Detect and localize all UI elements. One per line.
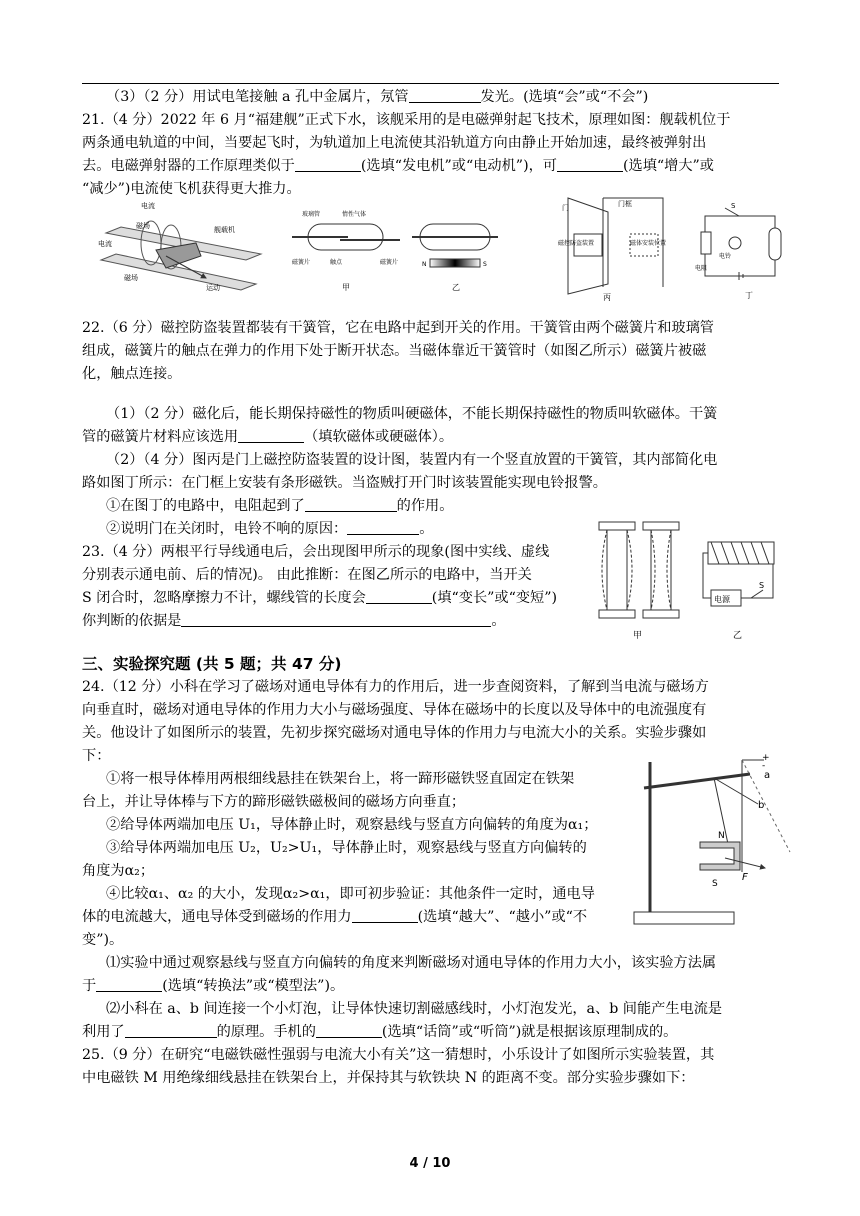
q24-step4-line2: 体的电流越大，通电导体受到磁场的作用力 (选填“越大”、“越小”或“不 [82,909,588,925]
reed-switch-figure [290,206,500,298]
q24-step3-line2: 角度为α₂； [82,863,155,879]
answer-blank[interactable] [238,428,304,443]
section-heading: 三、实验探究题 (共 5 题；共 47 分) [82,655,342,673]
svg-text:磁体安装位置: 磁体安装位置 [630,240,667,247]
svg-text:触点: 触点 [330,259,343,266]
label-ding: 丁 [745,291,753,300]
label-jia: 甲 [342,283,350,292]
svg-text:门: 门 [562,204,569,212]
svg-text:磁簧片: 磁簧片 [380,259,399,266]
answer-blank[interactable] [352,908,418,923]
q24-step2: ②给导体两端加电压 U₁，导体静止时，观察悬线与竖直方向偏转的角度为α₁； [106,817,598,833]
svg-text:b: b [758,800,765,811]
q22-part2-line2: 路如图丁所示：在门框上安装有条形磁铁。当盗贼打开门时该装置能实现电铃报警。 [82,475,607,491]
label-current: 电流 [141,202,155,210]
answer-blank[interactable] [316,1023,382,1038]
q22-part1: （1）（2 分）磁化后，能长期保持磁性的物质叫硬磁体，不能长期保持磁性的物质叫软磁体。干簧 [106,406,718,422]
svg-text:S: S [712,879,718,889]
answer-blank[interactable] [305,497,397,512]
q22-text: 22.（6 分）磁控防盗装置都装有干簧管，它在电路中起到开关的作用。干簧管由两个磁簧片和玻璃管 组成，磁簧片的触点在弹力的作用下处于断开状态。当磁体靠近干簧管时（如图乙所示）磁簧片被磁 化，触点连接。 [82,320,714,382]
q24-step4: ④比较α₁、α₂ 的大小，发现α₂>α₁，即可初步验证：其他条件一定时，通电导 [106,886,595,902]
label-yi: 乙 [452,283,460,292]
q22-part2: （2）（4 分）图丙是门上磁控防盗装置的设计图，装置内有一个竖直放置的干簧管，其内部简化电 [106,452,718,468]
svg-text:-: - [762,761,766,771]
wires-solenoid-figure [593,518,783,642]
label-jia: 甲 [633,631,643,641]
answer-blank[interactable] [96,977,162,992]
q24-step1-line2: 台上，并让导体棒与下方的蹄形磁铁磁极间的磁场方向垂直； [82,794,466,810]
label-field: 磁场 [136,222,150,230]
header-rule [82,83,779,84]
svg-text:S: S [731,202,736,210]
q21-text: 21.（4 分）2022 年 6 月“福建舰”正式下水，该舰采用的是电磁弹射起飞技术，原理如图：舰载机位于 两条通电轨道的中间，当要起飞时，为轨道加上电流使其沿轨道方向由静止开始加速，最终被弹射出 去。电磁弹射器的工作原理类似于 (选填“发电机”或“电动机”)，可 (选填“增大”或 “减少”)电流使飞机获得更大推力。 [82,112,731,197]
q24-part1-line2: 于 (选填“转换法”或“模型法”)。 [82,978,345,994]
page-number: 4 / 10 [409,1156,451,1171]
svg-text:电铃: 电铃 [719,253,732,260]
q23-text: 23.（4 分）两根平行导线通电后，会出现图甲所示的现象(图中实线、虚线 分别表示通电前、后的情况)。 由此推断：在图乙所示的电路中，当开关 S 闭合时，忽略摩擦力不计，螺线管的长度会 (填“变长”或“变短”) 你判断的依据是 。 [82,544,558,629]
q22-part1-line2: 管的磁簧片材料应该选用 （填软磁体或硬磁体）。 [82,429,454,445]
answer-blank[interactable] [409,88,481,103]
catapult-figure [96,198,266,298]
svg-text:S: S [759,581,765,590]
answer-blank[interactable] [181,612,491,627]
answer-blank[interactable] [347,520,419,535]
iron-stand-figure [630,752,798,932]
answer-blank[interactable] [125,1023,217,1038]
q24-text: 24.（12 分）小科在学习了磁场对通电导体有力的作用后，进一步查阅资料，了解到当电流与磁场方 向垂直时，磁场对通电导体的作用力大小与磁场强度、导体在磁场中的长度以及导体中的电流强度有 关。他设计了如图所示的装置，先初步探究磁场对通电导体的作用力与电流大小的关系。实验步骤如 下： [82,679,709,764]
svg-text:门框: 门框 [618,200,632,208]
svg-text:电源: 电源 [714,595,730,604]
q24-step4-line3: 变”)。 [82,932,124,948]
q24-step3: ③给导体两端加电压 U₂，U₂>U₁，导体静止时，观察悬线与竖直方向偏转的 [106,840,587,856]
q24-step1: ①将一根导体棒用两根细线悬挂在铁架台上，将一蹄形磁铁竖直固定在铁架 [106,771,575,787]
label-yi: 乙 [733,631,743,641]
svg-text:电阻: 电阻 [695,265,708,272]
q22-sub2: ②说明门在关闭时，电铃不响的原因： 。 [106,521,434,537]
label-current-left: 电流 [98,240,112,248]
label-motion: 运动 [206,284,220,292]
answer-blank[interactable] [295,157,361,172]
label-bing: 丙 [603,293,611,302]
q24-part1: ⑴实验中通过观察悬线与竖直方向偏转的角度来判断磁场对通电导体的作用力大小，该实验方法属 [106,955,717,971]
q24-part2-line2: 利用了 的原理。手机的 (选填“话筒”或“听筒”)就是根据该原理制成的。 [82,1024,678,1040]
q22-sub1: ①在图丁的电路中，电阻起到了 的作用。 [106,498,454,514]
svg-text:磁簧片: 磁簧片 [292,259,311,266]
q20-part3: （3）（2 分）用试电笔接触 a 孔中金属片，氖管 发光。(选填“会”或“不会”) [106,89,649,105]
svg-text:+: + [762,753,770,763]
svg-text:S: S [483,261,487,268]
svg-text:磁控防盗装置: 磁控防盗装置 [558,240,595,247]
label-plane: 舰载机 [214,226,235,234]
svg-text:玻璃管: 玻璃管 [302,211,321,218]
label-field-bottom: 磁场 [124,274,138,282]
answer-blank[interactable] [366,589,432,604]
svg-text:N: N [422,261,427,268]
q24-part2: ⑵小科在 a、b 间连接一个小灯泡，让导体快速切割磁感线时，小灯泡发光，a、b 间能产生电流是 [106,1001,723,1017]
door-figure [548,192,673,302]
answer-blank[interactable] [557,157,623,172]
svg-text:F: F [742,872,748,883]
svg-text:N: N [718,831,725,841]
q25-text: 25.（9 分）在研究“电磁铁磁性强弱与电流大小有关”这一猜想时，小乐设计了如图所示实验装置，其 中电磁铁 M 用绝缘细线悬挂在铁架台上，并保持其与软铁块 N 的距离不变。部分实验步骤如下： [82,1047,715,1086]
svg-text:惰性气体: 惰性气体 [342,211,367,218]
circuit-ding-figure [695,198,795,302]
svg-text:a: a [764,770,771,781]
